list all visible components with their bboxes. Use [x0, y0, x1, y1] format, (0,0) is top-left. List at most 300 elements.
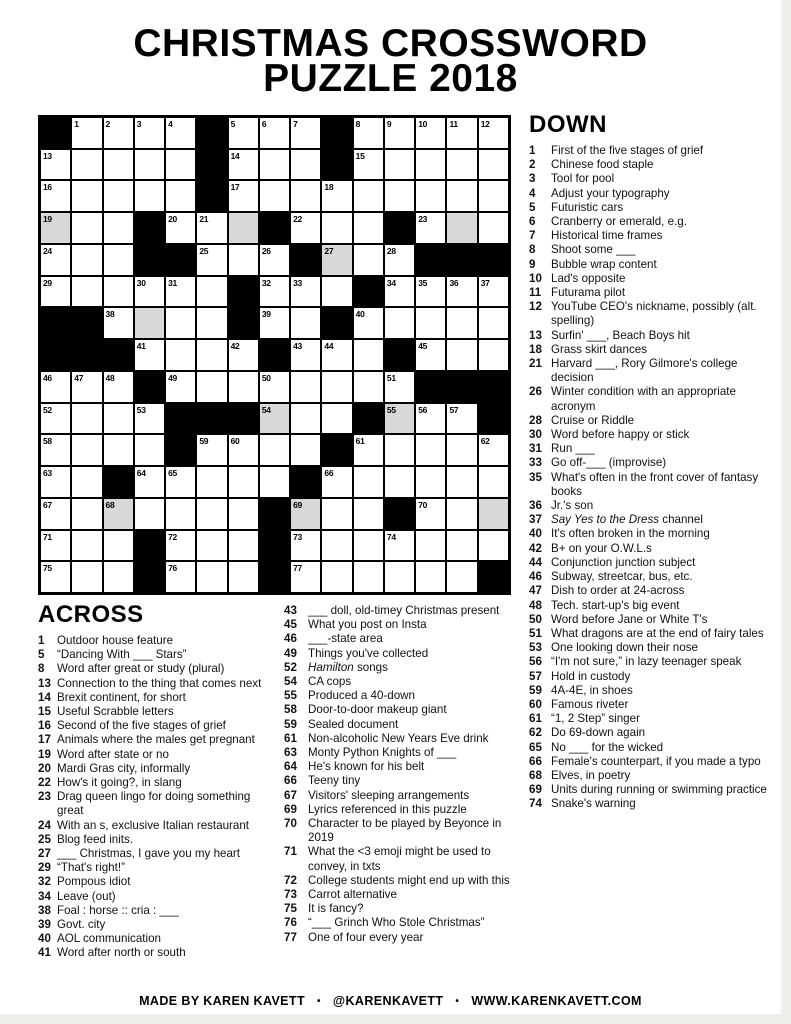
- grid-cell-black: [290, 466, 321, 498]
- grid-cell[interactable]: [478, 530, 509, 562]
- grid-cell[interactable]: [259, 466, 290, 498]
- grid-cell[interactable]: [71, 434, 102, 466]
- clue-item: [38, 847, 275, 861]
- clue-item: [38, 904, 275, 918]
- clue-text: ___ Christmas, I gave you my heart: [57, 847, 241, 861]
- grid-cell[interactable]: [71, 276, 102, 308]
- grid-cell[interactable]: [415, 212, 446, 244]
- grid-cell[interactable]: [103, 212, 134, 244]
- grid-cell-black: [134, 371, 165, 403]
- clue-item: [284, 703, 522, 717]
- clue-text: Sealed document: [308, 717, 399, 731]
- grid-cell[interactable]: [103, 276, 134, 308]
- grid-cell[interactable]: [71, 244, 102, 276]
- grid-cell[interactable]: [259, 403, 290, 435]
- grid-cell[interactable]: [353, 530, 384, 562]
- clue-text: Word after state or no: [57, 747, 169, 761]
- grid-cell[interactable]: [290, 530, 321, 562]
- clue-item: [529, 385, 769, 413]
- grid-cell[interactable]: [259, 180, 290, 212]
- clue-item: [284, 732, 522, 746]
- cell-number: 43: [293, 341, 302, 352]
- grid-cell[interactable]: [353, 117, 384, 149]
- grid-cell[interactable]: [321, 244, 352, 276]
- grid-cell[interactable]: [446, 434, 477, 466]
- grid-cell[interactable]: [446, 530, 477, 562]
- grid-cell[interactable]: [103, 117, 134, 149]
- grid-cell[interactable]: [71, 212, 102, 244]
- grid-cell[interactable]: [196, 498, 227, 530]
- grid-cell[interactable]: [290, 149, 321, 181]
- clue-item: [284, 931, 522, 945]
- clue-text: Subway, streetcar, bus, etc.: [551, 570, 693, 584]
- clue-item: [38, 875, 275, 889]
- grid-cell[interactable]: [103, 561, 134, 593]
- cell-number: 73: [293, 531, 302, 542]
- clue-item: [38, 932, 275, 946]
- grid-cell[interactable]: [321, 498, 352, 530]
- grid-cell[interactable]: [134, 149, 165, 181]
- grid-cell[interactable]: [40, 276, 71, 308]
- grid-cell[interactable]: [228, 466, 259, 498]
- grid-cell[interactable]: [384, 180, 415, 212]
- grid-cell[interactable]: [353, 244, 384, 276]
- grid-cell[interactable]: [353, 466, 384, 498]
- clue-text: What the <3 emoji might be used to convey, in txts: [308, 845, 491, 873]
- grid-cell[interactable]: [478, 339, 509, 371]
- grid-cell[interactable]: [134, 466, 165, 498]
- grid-cell-black: [71, 307, 102, 339]
- grid-cell[interactable]: [71, 403, 102, 435]
- grid-cell[interactable]: [384, 371, 415, 403]
- grid-cell[interactable]: [71, 371, 102, 403]
- grid-cell[interactable]: [40, 466, 71, 498]
- grid-cell[interactable]: [165, 180, 196, 212]
- grid-cell-black: [196, 180, 227, 212]
- clue-item: [284, 718, 522, 732]
- grid-cell[interactable]: [321, 403, 352, 435]
- clue-text: Pompous idiot: [57, 875, 131, 889]
- grid-cell[interactable]: [165, 117, 196, 149]
- clue-text: ___-state area: [308, 632, 383, 646]
- grid-cell[interactable]: [228, 530, 259, 562]
- grid-cell[interactable]: [228, 244, 259, 276]
- grid-cell[interactable]: [40, 561, 71, 593]
- grid-cell[interactable]: [290, 307, 321, 339]
- grid-cell[interactable]: [134, 276, 165, 308]
- grid-cell[interactable]: [134, 434, 165, 466]
- grid-cell[interactable]: [478, 466, 509, 498]
- grid-cell[interactable]: [353, 180, 384, 212]
- cell-number: 46: [43, 372, 52, 383]
- grid-cell[interactable]: [415, 149, 446, 181]
- clue-item: [529, 172, 769, 186]
- cell-number: 28: [386, 245, 396, 256]
- clue-number: 35: [529, 470, 542, 484]
- grid-cell[interactable]: [415, 466, 446, 498]
- grid-cell[interactable]: [384, 530, 415, 562]
- clue-text: Go off-___ (improvise): [551, 456, 667, 470]
- clue-text: Visitors' sleeping arrangements: [308, 788, 470, 802]
- grid-cell[interactable]: [321, 339, 352, 371]
- grid-cell[interactable]: [321, 466, 352, 498]
- grid-cell[interactable]: [353, 149, 384, 181]
- grid-cell[interactable]: [290, 403, 321, 435]
- grid-cell[interactable]: [228, 149, 259, 181]
- clue-number: 46: [284, 632, 297, 646]
- grid-cell[interactable]: [103, 371, 134, 403]
- grid-cell[interactable]: [259, 434, 290, 466]
- clue-text: Grass skirt dances: [551, 342, 647, 356]
- grid-cell[interactable]: [228, 212, 259, 244]
- clue-item: [38, 861, 275, 875]
- grid-cell[interactable]: [40, 434, 71, 466]
- down-heading: DOWN: [529, 111, 607, 138]
- grid-cell[interactable]: [259, 371, 290, 403]
- clue-text: Outdoor house feature: [57, 634, 174, 647]
- clue-item: [529, 769, 769, 783]
- grid-cell[interactable]: [228, 561, 259, 593]
- cell-number: 61: [355, 436, 365, 447]
- grid-cell-black: [384, 498, 415, 530]
- grid-cell[interactable]: [165, 149, 196, 181]
- grid-cell-black: [103, 339, 134, 371]
- grid-cell[interactable]: [165, 339, 196, 371]
- grid-cell[interactable]: [290, 117, 321, 149]
- grid-cell-black: [353, 403, 384, 435]
- clue-number: 14: [38, 690, 51, 704]
- grid-cell[interactable]: [134, 307, 165, 339]
- clue-item: [529, 726, 769, 740]
- page-title: [0, 22, 781, 100]
- grid-cell[interactable]: [71, 117, 102, 149]
- clue-number: 38: [38, 903, 51, 917]
- grid-cell[interactable]: [384, 403, 415, 435]
- grid-cell[interactable]: [353, 339, 384, 371]
- grid-cell[interactable]: [446, 561, 477, 593]
- clue-item: [284, 774, 522, 788]
- grid-cell[interactable]: [165, 530, 196, 562]
- grid-cell[interactable]: [446, 180, 477, 212]
- cell-number: 26: [261, 245, 271, 256]
- grid-cell[interactable]: [478, 498, 509, 530]
- grid-cell[interactable]: [40, 498, 71, 530]
- cell-number: 25: [199, 245, 209, 256]
- grid-cell[interactable]: [384, 434, 415, 466]
- grid-cell[interactable]: [321, 561, 352, 593]
- grid-cell[interactable]: [103, 530, 134, 562]
- clue-item: [284, 789, 522, 803]
- clue-item: [284, 803, 522, 817]
- grid-cell-black: [478, 371, 509, 403]
- grid-cell[interactable]: [134, 403, 165, 435]
- clue-text: Second of the five stages of grief: [57, 719, 226, 733]
- grid-cell-black: [321, 117, 352, 149]
- grid-cell[interactable]: [259, 244, 290, 276]
- cell-number: 71: [43, 531, 52, 542]
- grid-cell[interactable]: [415, 561, 446, 593]
- grid-cell[interactable]: [40, 530, 71, 562]
- clue-text: Blog feed inits.: [57, 832, 134, 846]
- grid-cell[interactable]: [40, 403, 71, 435]
- grid-cell[interactable]: [165, 371, 196, 403]
- grid-cell[interactable]: [446, 307, 477, 339]
- grid-cell[interactable]: [196, 530, 227, 562]
- grid-cell[interactable]: [478, 276, 509, 308]
- clue-text: Door-to-door makeup giant: [308, 703, 447, 717]
- grid-cell[interactable]: [71, 498, 102, 530]
- grid-cell[interactable]: [228, 117, 259, 149]
- clue-number: 6: [529, 215, 536, 229]
- grid-cell[interactable]: [103, 434, 134, 466]
- clue-number: 46: [529, 570, 542, 584]
- grid-cell[interactable]: [321, 180, 352, 212]
- clue-number: 68: [529, 768, 542, 782]
- grid-cell[interactable]: [415, 180, 446, 212]
- grid-cell[interactable]: [478, 212, 509, 244]
- grid-cell[interactable]: [446, 149, 477, 181]
- grid-cell[interactable]: [290, 498, 321, 530]
- grid-cell[interactable]: [103, 403, 134, 435]
- grid-cell[interactable]: [353, 434, 384, 466]
- grid-cell[interactable]: [228, 371, 259, 403]
- clue-text: Jr.'s son: [551, 499, 594, 513]
- grid-cell[interactable]: [478, 180, 509, 212]
- grid-cell[interactable]: [103, 180, 134, 212]
- grid-cell[interactable]: [259, 117, 290, 149]
- clue-item: [529, 797, 769, 811]
- grid-cell[interactable]: [478, 434, 509, 466]
- grid-cell[interactable]: [415, 530, 446, 562]
- clue-number: 50: [529, 612, 542, 626]
- grid-cell[interactable]: [446, 466, 477, 498]
- clue-text: No ___ for the wicked: [551, 740, 664, 754]
- grid-cell[interactable]: [134, 180, 165, 212]
- grid-cell[interactable]: [165, 498, 196, 530]
- cell-number: 31: [168, 277, 177, 288]
- grid-cell[interactable]: [103, 244, 134, 276]
- clue-text: Tool for pool: [551, 172, 615, 186]
- grid-cell[interactable]: [446, 498, 477, 530]
- grid-cell[interactable]: [353, 498, 384, 530]
- grid-cell[interactable]: [259, 307, 290, 339]
- cell-number: 50: [261, 372, 271, 383]
- grid-cell[interactable]: [71, 530, 102, 562]
- grid-cell[interactable]: [196, 466, 227, 498]
- clue-text: Govt. city: [57, 918, 106, 932]
- cell-number: 47: [74, 372, 84, 383]
- grid-cell[interactable]: [196, 371, 227, 403]
- clue-text: “That's right!”: [57, 861, 125, 875]
- grid-cell[interactable]: [446, 212, 477, 244]
- grid-cell[interactable]: [415, 307, 446, 339]
- grid-cell[interactable]: [446, 339, 477, 371]
- grid-cell[interactable]: [103, 307, 134, 339]
- grid-cell[interactable]: [40, 180, 71, 212]
- clue-number: 17: [38, 733, 51, 747]
- clue-text: 4A-4E, in shoes: [551, 683, 633, 697]
- clue-text: Word after north or south: [57, 946, 186, 960]
- clue-number: 18: [529, 342, 542, 356]
- clue-number: 16: [38, 719, 51, 733]
- clue-item: [38, 790, 275, 818]
- clue-item: [529, 570, 769, 584]
- cell-number: 74: [386, 531, 396, 542]
- grid-cell[interactable]: [446, 117, 477, 149]
- clue-item: [529, 414, 769, 428]
- grid-cell[interactable]: [40, 244, 71, 276]
- grid-cell[interactable]: [290, 434, 321, 466]
- grid-cell-black: [259, 561, 290, 593]
- grid-cell-black: [415, 244, 446, 276]
- clue-item: [529, 215, 769, 229]
- grid-cell[interactable]: [196, 561, 227, 593]
- grid-cell[interactable]: [353, 561, 384, 593]
- grid-cell[interactable]: [228, 180, 259, 212]
- grid-cell-black: [196, 117, 227, 149]
- cell-number: 10: [418, 119, 428, 129]
- cell-number: 57: [449, 404, 459, 415]
- grid-cell[interactable]: [40, 212, 71, 244]
- grid-cell[interactable]: [196, 276, 227, 308]
- grid-cell[interactable]: [384, 466, 415, 498]
- grid-cell[interactable]: [165, 466, 196, 498]
- cell-number: 68: [105, 499, 115, 510]
- footer-text: [0, 994, 781, 1008]
- grid-cell[interactable]: [165, 307, 196, 339]
- grid-cell[interactable]: [384, 561, 415, 593]
- grid-cell[interactable]: [134, 117, 165, 149]
- grid-cell[interactable]: [415, 498, 446, 530]
- grid-cell[interactable]: [40, 371, 71, 403]
- grid-cell[interactable]: [196, 307, 227, 339]
- grid-cell[interactable]: [446, 276, 477, 308]
- grid-cell[interactable]: [165, 212, 196, 244]
- clue-text: Do 69-down again: [551, 726, 646, 740]
- grid-cell[interactable]: [384, 276, 415, 308]
- grid-cell[interactable]: [259, 276, 290, 308]
- grid-cell[interactable]: [71, 466, 102, 498]
- clue-number: 69: [284, 802, 297, 816]
- grid-cell[interactable]: [165, 276, 196, 308]
- grid-cell[interactable]: [415, 117, 446, 149]
- grid-cell[interactable]: [290, 180, 321, 212]
- grid-cell[interactable]: [290, 561, 321, 593]
- across-section: [38, 602, 275, 961]
- grid-cell[interactable]: [415, 339, 446, 371]
- clue-text: Female's counterpart, if you made a typo: [551, 754, 761, 768]
- clue-item: [529, 599, 769, 613]
- grid-cell[interactable]: [228, 498, 259, 530]
- grid-cell[interactable]: [384, 117, 415, 149]
- grid-cell[interactable]: [228, 339, 259, 371]
- grid-cell[interactable]: [71, 180, 102, 212]
- grid-cell[interactable]: [446, 403, 477, 435]
- grid-cell[interactable]: [290, 339, 321, 371]
- clue-text: Teeny tiny: [308, 774, 361, 788]
- grid-cell-black: [478, 561, 509, 593]
- clue-item: [38, 677, 275, 691]
- clue-number: 44: [529, 555, 542, 569]
- cell-number: 9: [386, 119, 392, 129]
- grid-cell[interactable]: [290, 371, 321, 403]
- clue-item: [529, 258, 769, 272]
- clue-text: He's known for his belt: [308, 760, 425, 774]
- grid-cell[interactable]: [103, 498, 134, 530]
- grid-cell[interactable]: [228, 434, 259, 466]
- grid-cell-black: [71, 339, 102, 371]
- grid-cell[interactable]: [71, 149, 102, 181]
- clue-number: 76: [284, 916, 297, 930]
- grid-cell[interactable]: [478, 117, 509, 149]
- clue-number: 8: [38, 662, 45, 676]
- grid-cell[interactable]: [353, 307, 384, 339]
- cell-number: 7: [293, 119, 298, 129]
- grid-cell[interactable]: [384, 307, 415, 339]
- clue-item: [38, 662, 275, 676]
- clue-number: 37: [529, 513, 542, 527]
- clue-number: 57: [529, 669, 542, 683]
- grid-cell[interactable]: [196, 434, 227, 466]
- grid-cell-black: [165, 244, 196, 276]
- grid-cell[interactable]: [353, 212, 384, 244]
- grid-cell[interactable]: [478, 307, 509, 339]
- clue-text: One of four every year: [308, 930, 424, 944]
- clue-text: With an s, exclusive Italian restaurant: [57, 818, 250, 832]
- grid-cell[interactable]: [384, 149, 415, 181]
- grid-cell[interactable]: [415, 403, 446, 435]
- grid-cell[interactable]: [103, 149, 134, 181]
- cell-number: 22: [293, 214, 302, 225]
- grid-cell[interactable]: [290, 212, 321, 244]
- grid-cell[interactable]: [40, 149, 71, 181]
- grid-cell[interactable]: [384, 244, 415, 276]
- grid-cell[interactable]: [353, 371, 384, 403]
- grid-cell-black: [103, 466, 134, 498]
- grid-cell[interactable]: [259, 149, 290, 181]
- clue-number: 15: [38, 705, 51, 719]
- grid-cell[interactable]: [134, 498, 165, 530]
- grid-cell[interactable]: [134, 339, 165, 371]
- clue-number: 27: [38, 847, 51, 861]
- cell-number: 41: [136, 341, 146, 352]
- clue-number: 69: [529, 783, 542, 797]
- grid-cell[interactable]: [321, 212, 352, 244]
- grid-cell[interactable]: [321, 276, 352, 308]
- grid-cell[interactable]: [415, 434, 446, 466]
- grid-cell[interactable]: [196, 244, 227, 276]
- grid-cell[interactable]: [415, 276, 446, 308]
- clue-text: ___ doll, old-timey Christmas present: [308, 604, 500, 617]
- grid-cell[interactable]: [321, 530, 352, 562]
- grid-cell[interactable]: [196, 212, 227, 244]
- grid-cell[interactable]: [71, 561, 102, 593]
- clue-text: Futurama pilot: [551, 286, 626, 300]
- clue-number: 12: [529, 300, 542, 314]
- clue-number: 66: [529, 754, 542, 768]
- clue-item: [284, 874, 522, 888]
- clue-number: 42: [529, 541, 542, 555]
- cell-number: 63: [43, 468, 52, 479]
- grid-cell[interactable]: [321, 371, 352, 403]
- grid-cell-black: [259, 530, 290, 562]
- grid-cell[interactable]: [165, 561, 196, 593]
- grid-cell[interactable]: [196, 339, 227, 371]
- cell-number: 18: [324, 182, 334, 193]
- grid-cell[interactable]: [290, 276, 321, 308]
- clue-number: 13: [38, 676, 51, 690]
- grid-cell[interactable]: [478, 149, 509, 181]
